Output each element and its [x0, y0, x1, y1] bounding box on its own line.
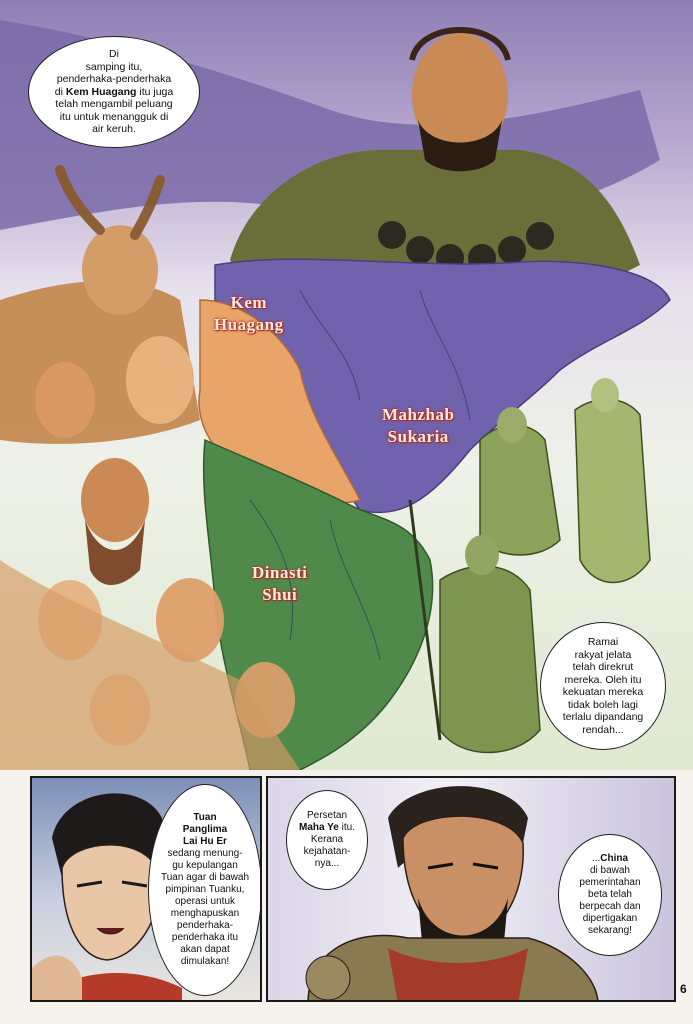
- narration-bubble: Di samping itu, penderhaka-penderhaka di Kem Huagang itu juga telah mengambil peluang itu untuk menangguk di air keruh.: [28, 36, 200, 148]
- map-label-dinasti-shui: Dinasti Shui: [252, 563, 308, 604]
- speech-bubble-king-a: Persetan Maha Ye itu. Kerana kejahatan- nya...: [286, 790, 368, 890]
- map-label-kem-huagang: Kem Huagang: [214, 293, 284, 334]
- bottom-left-panel: [30, 776, 262, 1002]
- speech-bubble-king-b: ...China di bawah pemerintahan beta telah berpecah dan dipertigakan sekarang!: [558, 834, 662, 956]
- page-number: 6: [680, 982, 687, 996]
- bottom-right-panel: [266, 776, 676, 1002]
- map-label-mahzhab-sukaria: Mahzhab Sukaria: [382, 405, 455, 446]
- messenger-face: [62, 845, 160, 960]
- speech-bubble-messenger: Tuan Panglima Lai Hu Er sedang menung- gu kepulangan Tuan agar di bawah pimpinan Tuanku, operasi untuk menghapuskan penderhaka- penderhaka itu akan dapat dimulakan!: [148, 784, 262, 996]
- caption-bubble: Ramai rakyat jelata telah direkrut mereka. Oleh itu kekuatan mereka tidak boleh lagi terlalu dipandang rendah...: [540, 622, 666, 750]
